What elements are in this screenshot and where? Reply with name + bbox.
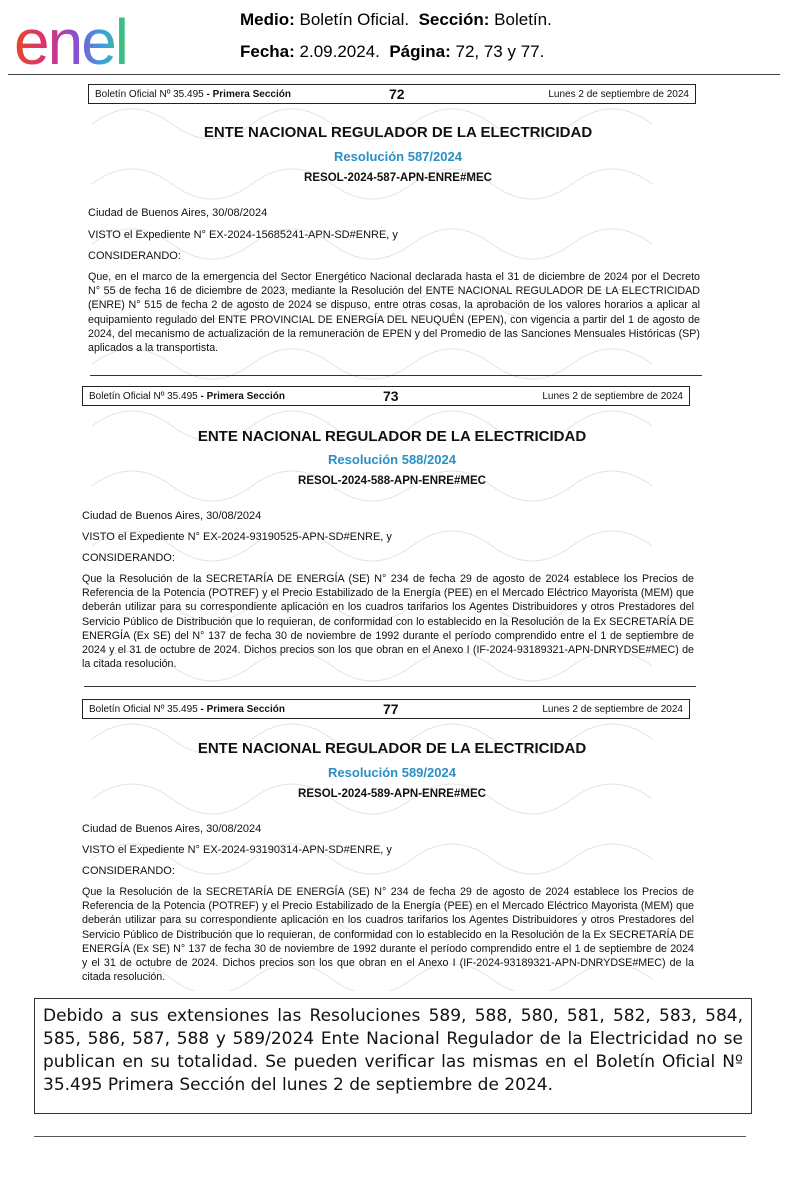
- footer-divider: [34, 1136, 746, 1137]
- fecha-label: Fecha:: [240, 42, 295, 61]
- clipping-divider: [90, 375, 702, 376]
- resolution-number: Resolución 587/2024: [334, 149, 462, 164]
- seccion-label: Sección:: [418, 10, 490, 29]
- considerando-heading: CONSIDERANDO:: [82, 552, 175, 564]
- city-date: Ciudad de Buenos Aires, 30/08/2024: [82, 823, 262, 835]
- considerando-body: Que la Resolución de la SECRETARÍA DE ENERGÍA (SE) N° 234 de fecha 29 de agosto de 2024 establece los Precios de Referencia de la Potencia (POTREF) y el Precio Estabilizado de la Energía (PEE) en el Mercado Eléctrico Mayorista (MEM) que deberán utilizar para su correspondiente aplicación en los cuadros tarifarios los Agentes Distribuidores y otros Prestadores del Servicio Público de Distribución que lo requieran, de conformidad con lo establecido en la Resolución de la Ex SECRETARÍA DE ENERGÍA (Ex SE) N° 137 de fecha 30 de noviembre de 1992 durante el período comprendido entre el 1 de septiembre de 2024 y el 31 de octubre de 2024. Dichos precios son los que obran en el Anexo I (IF-2024-93189321-APN-DNRYDSE#MEC) de la citada resolución.: [82, 886, 694, 984]
- considerando-heading: CONSIDERANDO:: [88, 250, 181, 262]
- header-medio-line: [240, 10, 552, 30]
- considerando-body: Que, en el marco de la emergencia del Sector Energético Nacional declarada hasta el 31 de diciembre de 2024 por el Decreto N° 55 de fecha 16 de diciembre de 2023, mediante la Resolución del ENTE NACIONAL REGULADOR DE LA ELECTRICIDAD (ENRE) N° 515 de fecha 2 de agosto de 2024 se dispuso, entre otras cosas, la aprobación de los valores horarios a aplicar al equipamiento regulado del ENTE PROVINCIAL DE ENERGÍA DEL NEUQUÉN (EPEN), con vigencia a partir del 1 de agosto de 2024, del mecanismo de actualización de la remuneración de EPEN y del Promedio de las Sanciones Mensuales Históricas (SP) aplicados a la transportista.: [88, 271, 700, 355]
- resolution-code: RESOL-2024-588-APN-ENRE#MEC: [298, 475, 486, 487]
- city-date: Ciudad de Buenos Aires, 30/08/2024: [82, 510, 262, 522]
- visto-line: VISTO el Expediente N° EX-2024-93190314-APN-SD#ENRE, y: [82, 844, 392, 856]
- visto-line: VISTO el Expediente N° EX-2024-15685241-APN-SD#ENRE, y: [88, 229, 398, 241]
- boletin-date: Lunes 2 de septiembre de 2024: [542, 703, 683, 715]
- boletin-header-bar: [82, 386, 690, 406]
- visto-line: VISTO el Expediente N° EX-2024-93190525-APN-SD#ENRE, y: [82, 531, 392, 543]
- clipping-resolution-589: [72, 699, 712, 991]
- boletin-header-bar: [88, 84, 696, 104]
- header-fecha-line: [240, 42, 544, 62]
- medio-label: Medio:: [240, 10, 295, 29]
- clipping-resolution-588: [72, 386, 712, 688]
- resolution-number: Resolución 589/2024: [328, 765, 456, 780]
- page-number: 72: [389, 86, 405, 102]
- page-number: 73: [383, 388, 399, 404]
- boletin-edition: Boletín Oficial Nº 35.495 - Primera Sección: [89, 390, 285, 402]
- medio-value: Boletín Oficial.: [299, 10, 410, 29]
- entity-title: ENTE NACIONAL REGULADOR DE LA ELECTRICIDAD: [197, 740, 587, 757]
- resolution-number: Resolución 588/2024: [328, 452, 456, 467]
- seccion-value: Boletín.: [494, 10, 552, 29]
- entity-title: ENTE NACIONAL REGULADOR DE LA ELECTRICIDAD: [197, 428, 587, 445]
- enel-logo: [14, 6, 184, 72]
- header-divider: [8, 74, 780, 75]
- entity-title: ENTE NACIONAL REGULADOR DE LA ELECTRICIDAD: [203, 124, 593, 141]
- notice-box: Debido a sus extensiones las Resoluciones 589, 588, 580, 581, 582, 583, 584, 585, 586, 587, 588 y 589/2024 Ente Nacional Regulador de la Electricidad no se publican en su totalidad. Se pueden verificar las mismas en el Boletín Oficial Nº 35.495 Primera Sección del lunes 2 de septiembre de 2024.: [34, 998, 752, 1114]
- resolution-code: RESOL-2024-589-APN-ENRE#MEC: [298, 788, 486, 800]
- pagina-value: 72, 73 y 77.: [455, 42, 545, 61]
- pagina-label: Página:: [389, 42, 451, 61]
- fecha-value: 2.09.2024.: [299, 42, 380, 61]
- city-date: Ciudad de Buenos Aires, 30/08/2024: [88, 207, 268, 219]
- clipping-resolution-587: [72, 84, 712, 380]
- considerando-heading: CONSIDERANDO:: [82, 865, 175, 877]
- boletin-header-bar: [82, 699, 690, 719]
- resolution-code: RESOL-2024-587-APN-ENRE#MEC: [304, 172, 492, 184]
- logo-wordmark: enel: [14, 6, 127, 72]
- clipping-divider: [84, 686, 696, 687]
- considerando-body: Que la Resolución de la SECRETARÍA DE ENERGÍA (SE) N° 234 de fecha 29 de agosto de 2024 establece los Precios de Referencia de la Potencia (POTREF) y el Precio Estabilizado de la Energía (PEE) en el Mercado Eléctrico Mayorista (MEM) que deberán utilizar para su correspondiente aplicación en los cuadros tarifarios los Agentes Distribuidores y otros Prestadores del Servicio Público de Distribución que lo requieran, de conformidad con lo establecido en la Resolución de la Ex SECRETARÍA DE ENERGÍA (Ex SE) del N° 137 de fecha 30 de noviembre de 1992 durante el período comprendido entre el 1 de septiembre de 2024 y el 31 de octubre de 2024. Dichos precios son los que obran en el Anexo I (IF-2024-93189321-APN-DNRYDSE#MEC) de la citada resolución.: [82, 573, 694, 671]
- page-number: 77: [383, 701, 399, 717]
- boletin-date: Lunes 2 de septiembre de 2024: [542, 390, 683, 402]
- boletin-edition: Boletín Oficial Nº 35.495 - Primera Sección: [89, 703, 285, 715]
- boletin-date: Lunes 2 de septiembre de 2024: [548, 88, 689, 100]
- boletin-edition: Boletín Oficial Nº 35.495 - Primera Sección: [95, 88, 291, 100]
